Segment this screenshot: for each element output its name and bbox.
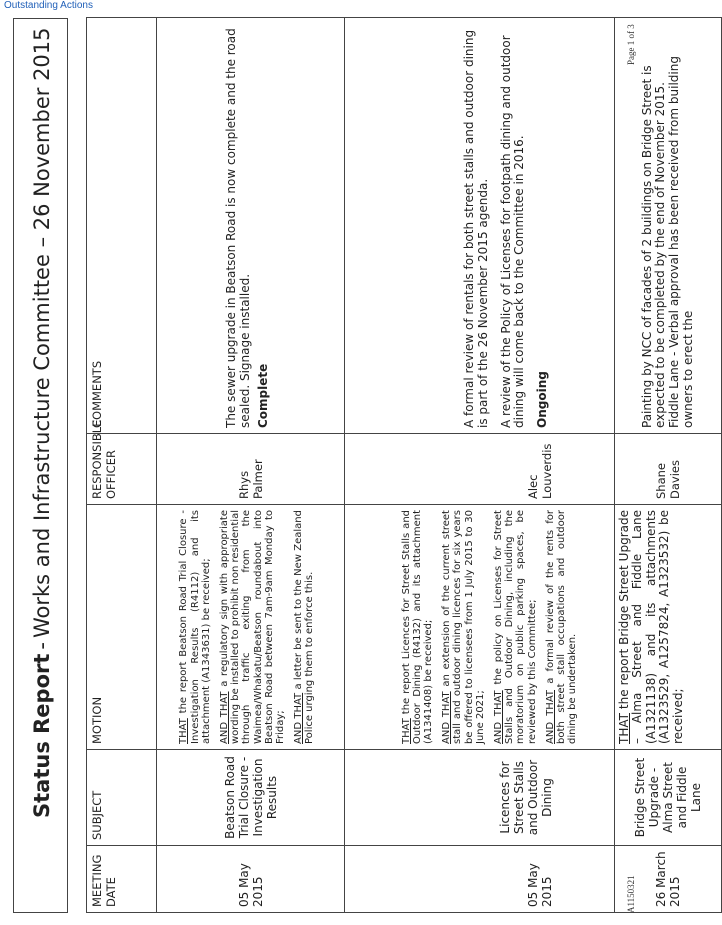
table-row — [345, 18, 615, 913]
motion-paragraph — [493, 510, 538, 744]
cell-date: 26 March 2015 — [615, 846, 722, 913]
motion-paragraph — [441, 510, 486, 744]
document-id: A1150321 — [626, 875, 636, 913]
motion-keyword: AND THAT — [441, 691, 453, 744]
header-comments: COMMENTS — [87, 18, 157, 434]
motion-paragraph — [293, 510, 315, 744]
motion-paragraph — [401, 510, 435, 744]
motion-text: the policy on Licenses for Street Stalls and Outdoor Dining, including the moratorium on public parking spaces, be reviewed by this Committee; — [493, 510, 538, 744]
motion-keyword: AND THAT — [493, 690, 504, 744]
title-box — [13, 18, 68, 913]
motion-text: a regulatory sign with appropriate wording be installed to prohibit non residential through traffic exiting from the Waimea/Whakatu/Beatson roundabout into Beatson Road between 7am-9am Monday to Friday; — [219, 510, 286, 744]
comment-paragraph: A review of the Policy of Licenses for footpath dining and outdoor dining will come back to the Committee in 2016. — [498, 35, 527, 428]
title-rest: Works and Infrastructure Committee – 26 November 2015 — [30, 27, 54, 639]
motion-keyword: THAT — [400, 718, 412, 744]
motion-paragraph — [618, 510, 685, 744]
comment-paragraph: The sewer upgrade in Beatson Road is now complete and the road sealed. Signage installed. — [223, 28, 252, 428]
motion-keyword: AND THAT — [219, 691, 231, 744]
section-label: Outstanding Actions — [4, 0, 93, 11]
motion-text: a letter be sent to the New Zealand Police urging them to enforce this. — [293, 510, 316, 744]
header-responsible-officer: RESPONSIBLE OFFICER — [87, 434, 157, 505]
motion-keyword: AND THAT — [293, 692, 305, 744]
title-dash: - — [30, 642, 54, 650]
comment-status: Ongoing — [535, 371, 549, 428]
motion-keyword: AND THAT — [544, 689, 556, 744]
cell-officer: Rhys Palmer — [157, 434, 345, 505]
motion-keyword: THAT — [617, 713, 631, 744]
comment-paragraph: Fiddle Lane - Verbal approval has been received from building owners to erect the — [667, 56, 695, 428]
page-number: Page 1 of 3 — [626, 24, 636, 65]
table-row — [157, 18, 345, 913]
motion-keyword: THAT — [178, 718, 190, 744]
motion-text: the report Beatson Road Trial Closure - Investigation Results (R4112) and its attachment (A1343631) be received; — [178, 510, 212, 744]
motion-text: a formal review of the rents for both street stall occupations and outdoor dining be undertaken. — [544, 510, 579, 744]
page-title — [30, 27, 54, 818]
motion-text: the report Licences for Street Stalls and Outdoor Dining (R4132) and its attachment (A1341408) be received; — [400, 510, 435, 744]
cell-subject: Licences for Street Stalls and Outdoor Dining — [345, 750, 615, 846]
cell-date: 05 May 2015 — [157, 846, 345, 913]
cell-date: 05 May 2015 — [345, 846, 615, 913]
status-table — [86, 17, 722, 913]
comment-paragraph: Painting by NCC of facades of 2 buildings on Bridge Street is expected to be completed by the end of November 2015. — [639, 65, 668, 428]
comment-status: Complete — [256, 363, 271, 428]
cell-motion — [615, 505, 722, 750]
comment-paragraph: A formal review of rentals for both street stalls and outdoor dining is part of the 26 November 2015 agenda. — [462, 29, 490, 428]
title-bold: Status Report — [30, 653, 54, 818]
cell-comments — [345, 18, 615, 434]
table-row — [615, 18, 722, 913]
motion-text: the report Bridge Street Upgrade – Alma Street and Fiddle Lane (A1321138) and its attachments (A1323529, A1257824, A1323532) be received; — [617, 510, 685, 744]
cell-subject: Bridge Street Upgrade - Alma Street and Fiddle Lane — [615, 750, 722, 846]
cell-subject: Beatson Road Trial Closure - Investigation Results — [157, 750, 345, 846]
motion-paragraph — [219, 510, 286, 744]
motion-text: an extension of the current street stall and outdoor dining licences for six years be offered to licensees from 1 July 2015 to 30 June 2021; — [441, 510, 486, 744]
cell-comments — [615, 18, 722, 434]
motion-paragraph — [178, 510, 212, 744]
cell-officer: Shane Davies — [615, 434, 722, 505]
header-motion: MOTION — [87, 505, 157, 750]
cell-motion — [157, 505, 345, 750]
cell-officer: Alec Louverdis — [345, 434, 615, 505]
cell-motion — [345, 505, 615, 750]
header-meeting-date: MEETING DATE — [87, 846, 157, 913]
table-header-row — [87, 18, 157, 913]
motion-paragraph — [545, 510, 579, 744]
cell-comments — [157, 18, 345, 434]
header-subject: SUBJECT — [87, 750, 157, 846]
